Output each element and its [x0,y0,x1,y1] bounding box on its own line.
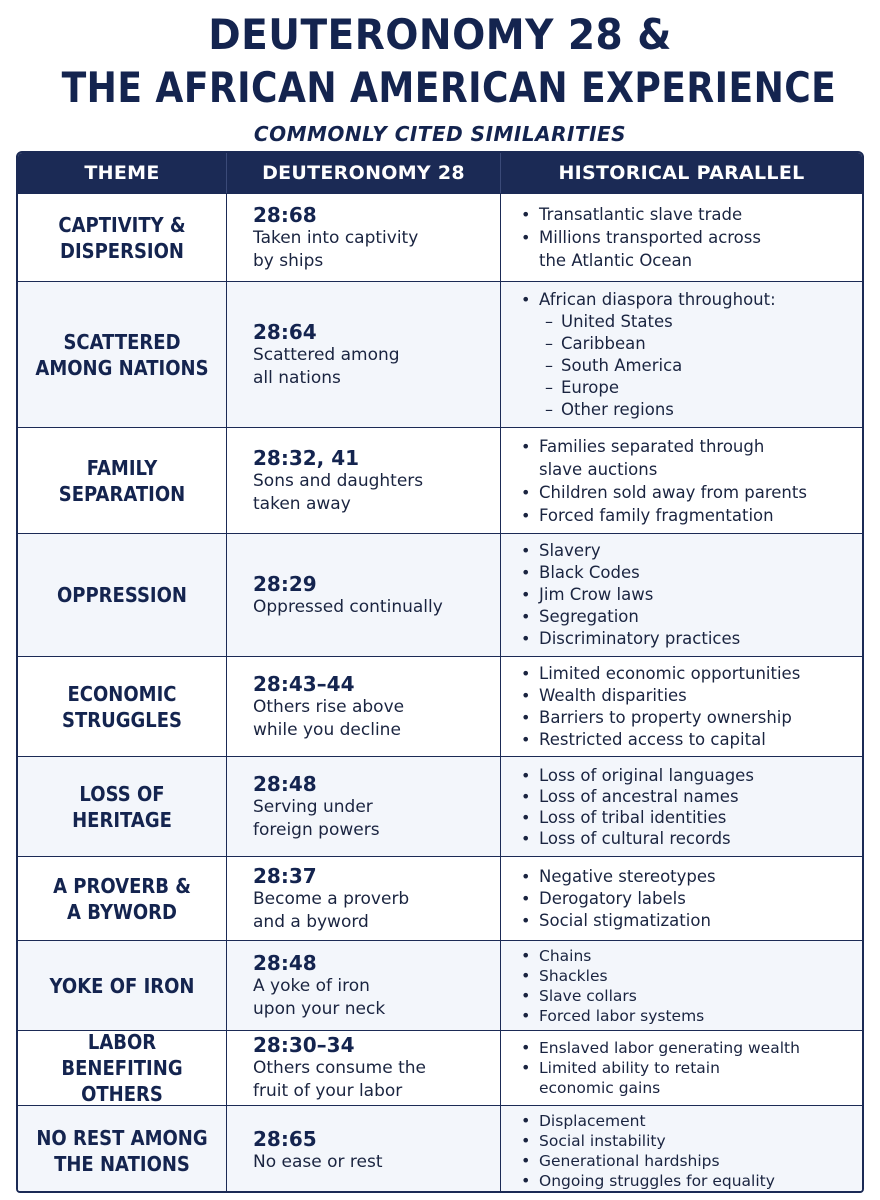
parallel-item-text: Limited economic opportunities [539,663,801,683]
parallel-subitem [519,311,776,333]
parallel-item-continuation: the Atlantic Ocean [539,251,693,270]
parallel-item [519,707,800,729]
theme-label [28,681,215,733]
parallel-item-text: African diaspora throughout: [539,289,776,309]
parallel-item [519,888,716,910]
parallel-item [519,289,776,311]
verse-cell [227,1106,501,1193]
parallel-item-text: Transatlantic slave trade [539,205,743,224]
page-title-line-1: DEUTERONOMY 28 & [208,10,672,59]
theme-cell [18,941,227,1030]
verse-cell [227,941,501,1030]
parallel-item-text: Jim Crow laws [539,585,654,604]
theme-label-line: FAMILY [86,455,158,480]
parallel-item [519,729,800,751]
verse-cell [227,857,501,940]
verse-reference: 28:32, 41 [253,445,360,470]
verse-reference: 28:37 [253,863,317,888]
parallel-item-text: Other regions [561,399,674,419]
parallel-item-text: Limited ability to retain [539,1059,720,1077]
parallel-item-text: Loss of tribal identities [539,807,727,827]
parallel-item [519,504,807,527]
table-header [18,153,862,193]
verse-reference: 28:64 [253,319,317,344]
table-row [18,193,862,281]
verse-text-line: Serving under [253,796,373,817]
verse-block [227,1127,383,1174]
theme-label-line: THE NATIONS [54,1151,190,1176]
verse-text-line: Become a proverb [253,888,410,909]
theme-cell [18,194,227,281]
verse-reference: 28:68 [253,202,317,227]
parallel-item [519,540,740,562]
parallel-item [519,966,704,986]
table-row [18,533,862,656]
theme-label-line: NO REST AMONG [36,1125,208,1150]
theme-label-line: OPPRESSION [56,583,188,607]
parallel-item-text: Children sold away from parents [539,482,807,502]
parallel-cell [501,1106,862,1193]
parallel-list [519,1111,775,1191]
theme-label [28,1029,215,1107]
parallel-item-text: Loss of ancestral names [539,786,739,806]
parallel-item [519,435,807,481]
theme-label-line: HERITAGE [72,807,172,832]
verse-cell [227,757,501,856]
theme-label-line: LABOR BENEFITING [61,1030,183,1080]
theme-label-line: AMONG NATIONS [35,355,209,380]
theme-label-line: STRUGGLES [61,707,183,732]
table-row [18,756,862,856]
table-body [18,193,862,1193]
parallel-list [519,435,807,527]
verse-cell [227,428,501,533]
verse-text-line: No ease or rest [253,1152,383,1172]
parallel-item-text: Shackles [539,966,608,985]
parallel-item-text: Social stigmatization [539,910,711,930]
verse-cell [227,534,501,656]
parallel-item-text: Slavery [539,541,601,560]
parallel-item [519,986,704,1006]
verse-text-line: Scattered among [253,344,400,365]
parallel-item [519,663,800,685]
parallel-item-text: Europe [561,377,620,397]
theme-label [28,212,215,264]
parallel-list [519,765,754,849]
parallel-item-text: Forced family fragmentation [539,505,774,525]
theme-label-line: YOKE OF IRON [49,973,195,998]
theme-label-line: DISPERSION [59,238,184,263]
page-subtitle: COMMONLY CITED SIMILARITIES [253,122,627,146]
parallel-list [519,1038,800,1098]
verse-text-line: fruit of your labor [253,1081,403,1101]
parallel-list [519,540,740,650]
parallel-item [519,481,807,504]
table-row [18,940,862,1030]
parallel-item-text: Loss of cultural records [539,828,731,848]
parallel-item-text: South America [561,355,683,375]
theme-label-line: SCATTERED [63,329,181,354]
parallel-cell [501,657,862,756]
verse-text-line: and a byword [253,911,369,932]
parallel-item-text: Generational hardships [539,1151,720,1170]
parallel-item-text: Displacement [539,1111,646,1130]
verse-text-line: all nations [253,367,341,388]
verse-block [227,951,385,1021]
parallel-cell [501,282,862,427]
parallel-subitem [519,333,776,355]
parallel-item [519,226,761,272]
header-historical-parallel: HISTORICAL PARALLEL [558,162,805,184]
parallel-cell [501,1031,862,1105]
theme-label [28,455,215,507]
verse-text-line: Taken into captivity [253,227,419,248]
table-row [18,281,862,427]
parallel-item-text: Social instability [539,1131,666,1150]
theme-label-line: LOSS OF [79,781,165,806]
verse-text-line: Oppressed continually [253,596,443,617]
theme-cell [18,857,227,940]
parallel-subitem [519,399,776,421]
verse-block [227,572,443,619]
parallel-item [519,584,740,606]
parallel-subitem [519,377,776,399]
parallel-item-text: Loss of original languages [539,765,754,785]
parallel-list [519,663,800,751]
parallel-item [519,866,716,888]
verse-block [227,1033,426,1103]
theme-cell [18,534,227,656]
table-row [18,427,862,533]
verse-reference: 28:30–34 [253,1033,355,1057]
theme-cell [18,1031,227,1105]
parallel-list [519,289,776,421]
parallel-item [519,606,740,628]
verse-reference: 28:43–44 [253,671,355,696]
parallel-cell [501,941,862,1030]
theme-cell [18,1106,227,1193]
parallel-item [519,203,761,226]
verse-cell [227,194,501,281]
verse-text-line: taken away [253,493,351,514]
parallel-item [519,828,754,849]
theme-label [28,973,215,999]
parallel-item-text: Barriers to property ownership [539,707,792,727]
table-row [18,1030,862,1105]
verse-text-line: foreign powers [253,819,380,840]
verse-reference: 28:65 [253,1127,317,1151]
parallel-list [519,946,704,1026]
verse-text-line: by ships [253,250,324,271]
table-row [18,1105,862,1193]
parallel-list [519,866,716,932]
parallel-item [519,562,740,584]
parallel-cell [501,194,862,281]
theme-label-line: A PROVERB & [53,873,191,898]
parallel-item [519,1111,775,1131]
parallel-item [519,1006,704,1026]
title-block [0,0,880,146]
theme-label-line: OTHERS [81,1082,163,1106]
parallel-item-text: Slave collars [539,986,637,1005]
parallel-item-text: Families separated through [539,436,765,456]
verse-text-line: Others consume the [253,1058,427,1078]
theme-label-line: ECONOMIC [67,681,177,706]
parallel-subitem [519,355,776,377]
parallel-item-text: Derogatory labels [539,888,686,908]
parallel-item-text: Chains [539,946,592,965]
page-title-line-2: THE AFRICAN AMERICAN EXPERIENCE [61,63,837,112]
theme-label-line: A BYWORD [67,899,177,924]
verse-cell [227,1031,501,1105]
parallel-item-text: Segregation [539,607,639,626]
verse-text-line: Sons and daughters [253,470,424,491]
parallel-item-text: Ongoing struggles for equality [539,1171,775,1190]
parallel-item-text: Enslaved labor generating wealth [539,1039,800,1057]
parallel-item [519,946,704,966]
verse-text-line: while you decline [253,719,401,740]
parallel-item-text: Negative stereotypes [539,866,716,886]
parallel-item-text: Wealth disparities [539,685,687,705]
parallel-item-continuation: economic gains [539,1079,661,1097]
parallel-item-text: Millions transported across [539,228,761,247]
parallel-list [519,203,761,272]
theme-cell [18,282,227,427]
verse-block [227,320,400,390]
table-row [18,656,862,756]
parallel-item [519,807,754,828]
theme-cell [18,757,227,856]
parallel-item [519,1171,775,1191]
theme-label [28,873,215,925]
parallel-item-text: Discriminatory practices [539,629,741,648]
parallel-cell [501,534,862,656]
parallel-item [519,765,754,786]
theme-label-line: SEPARATION [58,481,186,506]
parallel-cell [501,857,862,940]
theme-label [28,582,215,608]
theme-label-line: CAPTIVITY & [58,212,186,237]
parallel-cell [501,428,862,533]
theme-label [28,781,215,833]
parallel-item-text: Caribbean [561,333,646,353]
verse-text-line: upon your neck [253,998,386,1019]
parallel-item-text: Forced labor systems [539,1006,705,1025]
parallel-item [519,1151,775,1171]
verse-text-line: A yoke of iron [253,975,370,996]
verse-cell [227,657,501,756]
verse-block [227,864,409,934]
table-row [18,856,862,940]
verse-cell [227,282,501,427]
verse-reference: 28:48 [253,771,317,796]
header-theme: THEME [18,153,227,193]
parallel-item [519,1131,775,1151]
parallel-item-text: Black Codes [539,563,640,582]
verse-reference: 28:48 [253,950,317,975]
parallel-item [519,628,740,650]
similarities-table [16,151,864,1193]
parallel-item [519,685,800,707]
parallel-item [519,1058,800,1098]
parallel-cell [501,757,862,856]
theme-cell [18,428,227,533]
theme-cell [18,657,227,756]
verse-block [227,446,423,516]
parallel-item-text: United States [561,311,673,331]
verse-reference: 28:29 [253,571,317,596]
verse-block [227,772,380,842]
parallel-item [519,1038,800,1058]
header-deuteronomy: DEUTERONOMY 28 [227,153,501,193]
theme-label [28,1125,215,1177]
verse-block [227,203,418,273]
parallel-item-text: Restricted access to capital [539,729,766,749]
parallel-item [519,786,754,807]
verse-block [227,672,404,742]
theme-label [28,329,215,381]
parallel-item-continuation: slave auctions [539,459,658,479]
verse-text-line: Others rise above [253,696,405,717]
parallel-item [519,910,716,932]
